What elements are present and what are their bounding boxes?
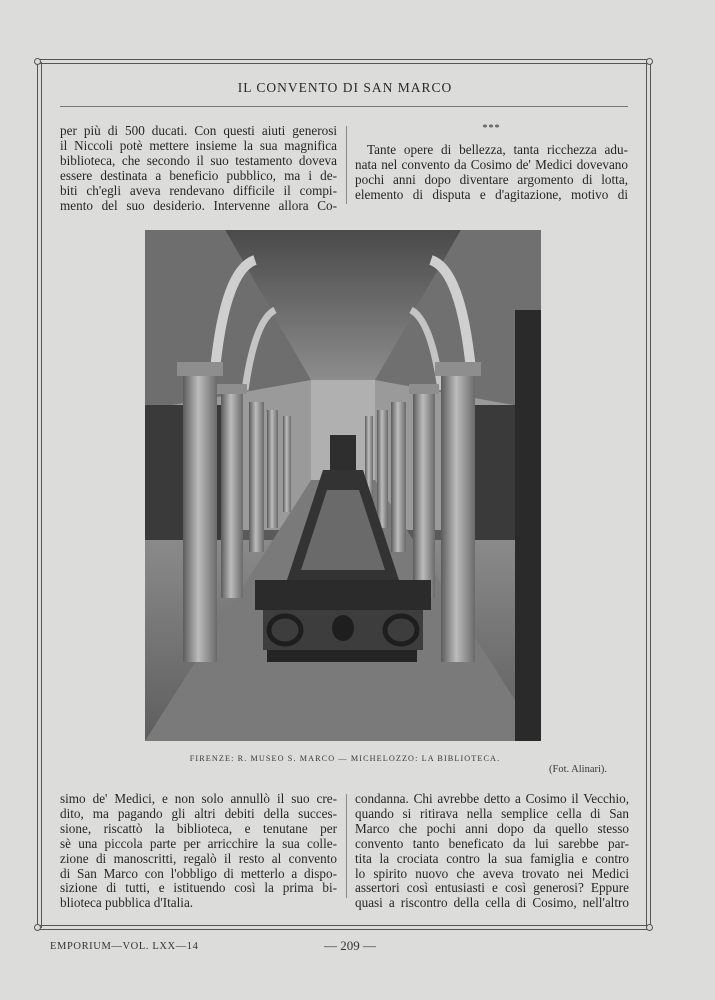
text-line: mento del suo desiderio. Intervenne allora Co- [60, 197, 337, 213]
top-column-divider [346, 126, 347, 204]
text-line: essere destinata a beneficio pubblico, ma i de- [60, 167, 337, 183]
text-line: per più di 500 ducati. Con questi aiuti generosi [60, 123, 337, 138]
text-line: simo de' Medici, e non solo annullò il suo cre- [60, 791, 337, 806]
frame-corner-ornament [34, 58, 41, 65]
text-line: dito, ma pagando gli altri debiti della succes- [60, 805, 337, 821]
text-line: pochi anni dopo diventare argomento di lotta, [355, 171, 628, 187]
text-line: sione, riscattò la biblioteca, e tenutane per [60, 820, 337, 836]
bottom-column-divider [346, 794, 347, 898]
text-line: blioteca pubblica d'Italia. [60, 895, 194, 911]
frame-corner-ornament [34, 924, 41, 931]
text-line: Tante opere di bellezza, tanta ricchezza adu- [367, 141, 628, 157]
bottom-frame-rule [38, 925, 649, 930]
text-line: elemento di disputa e d'agitazione, motivo di [355, 186, 628, 202]
text-line: di San Marco con l'obbligo di metterlo a dispo- [60, 865, 337, 881]
left-frame-rule [37, 62, 42, 928]
text-line: assertori così entusiasti e così generosi? Eppure [355, 880, 629, 896]
text-line: biti ch'egli aveva rendevano difficile il compi- [60, 182, 337, 198]
text-line: Marco che pochi anni dopo da quello stesso [355, 820, 629, 836]
text-line: sè una piccola parte per arricchire la sua colle- [60, 835, 337, 851]
page-number: — 209 — [324, 938, 376, 953]
text-line: sizione di tutti, e istituendo così la prima bi- [60, 880, 337, 896]
text-line: quasi a riscontro della cella di Cosimo, nell'altro [355, 895, 629, 911]
text-line: quando si ritirava nella semplice cella di San [355, 805, 629, 821]
text-line: condanna. Chi avrebbe detto a Cosimo il Vecchio, [355, 791, 629, 806]
bottom-left-column [60, 792, 337, 911]
library-photograph [145, 230, 541, 741]
top-right-column [355, 122, 628, 203]
text-line: convento tanto beneficato da lui sarebbe par- [355, 835, 629, 851]
figure-caption: FIRENZE: R. MUSEO S. MARCO — MICHELOZZO: LA BIBLIOTECA. [189, 754, 501, 763]
section-separator: *** [482, 123, 501, 134]
right-frame-rule [646, 62, 651, 928]
frame-corner-ornament [646, 58, 653, 65]
title-rule [60, 106, 628, 107]
text-line: il Niccoli potè mettere insieme la sua magnifica [60, 137, 337, 153]
journal-footer: EMPORIUM—VOL. LXX—14 [50, 941, 199, 952]
text-line: zione di manoscritti, regalò il resto al convento [60, 850, 337, 866]
frame-corner-ornament [646, 924, 653, 931]
text-line: tita la crociata contro la sua famiglia e contro [355, 850, 629, 866]
top-left-column [60, 124, 337, 213]
running-title: IL CONVENTO DI SAN MARCO [237, 80, 453, 95]
text-line: biblioteca, che secondo il suo testamento doveva [60, 152, 337, 168]
text-line: nata nel convento da Cosimo de' Medici dovevano [355, 156, 628, 172]
photo-credit: (Fot. Alinari). [549, 764, 608, 775]
bottom-right-column [355, 792, 629, 911]
text-line: lo spirito nuovo che aveva trovato nei Medici [355, 865, 629, 881]
top-frame-rule [38, 59, 649, 64]
